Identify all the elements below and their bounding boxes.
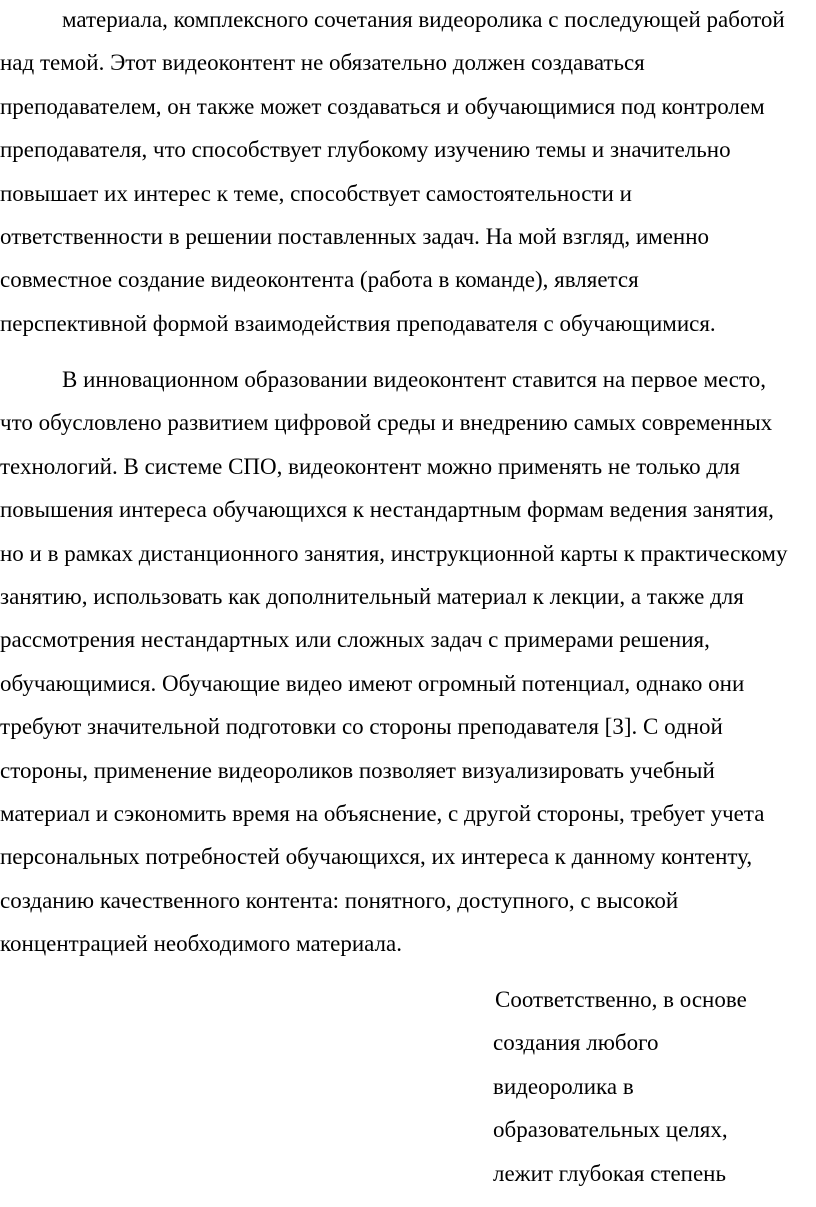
text-line: образовательных целях,	[493, 1117, 728, 1143]
text-line: занятию, использовать как дополнительный материал к лекции, а также для	[0, 583, 744, 609]
text-line: стороны, применение видеороликов позволяет визуализировать учебный	[0, 757, 715, 783]
text-line: персональных потребностей обучающихся, их интереса к данному контенту,	[0, 844, 753, 870]
text-line: материал и сэкономить время на объяснение, с другой стороны, требует учета	[0, 800, 765, 826]
text-line: перспективной формой взаимодействия преподавателя с обучающимися.	[0, 310, 716, 336]
paragraph-2	[0, 358, 787, 965]
text-line: Соответственно, в основе	[495, 987, 747, 1012]
text-line: концентрацией необходимого материала.	[0, 931, 402, 957]
text-line: что обусловлено развитием цифровой среды и внедрению самых современных	[0, 410, 773, 436]
text-line: материала, комплексного сочетания видеоролика с последующей работой	[62, 7, 785, 32]
text-line: преподавателем, он также может создаваться и обучающимися под контролем	[0, 93, 765, 119]
text-line: совместное создание видеоконтента (работа в команде), является	[0, 267, 639, 293]
text-line: требуют значительной подготовки со стороны преподавателя [3]. С одной	[0, 714, 723, 740]
paragraph-3	[493, 978, 747, 1195]
text-line: В инновационном образовании видеоконтент ставится на первое место,	[62, 367, 767, 392]
text-line: повышает их интерес к теме, способствует самостоятельности и	[0, 180, 632, 206]
text-line: но и в рамках дистанционного занятия, инструкционной карты к практическому	[0, 540, 788, 566]
text-line: повышения интереса обучающихся к нестандартным формам ведения занятия,	[0, 497, 774, 523]
text-line: над темой. Этот видеоконтент не обязательно должен создаваться	[0, 50, 645, 76]
text-line: лежит глубокая степень	[493, 1160, 726, 1186]
paragraph-1	[0, 0, 785, 345]
text-line: технологий. В системе СПО, видеоконтент можно применять не только для	[0, 453, 741, 479]
text-line: ответственности в решении поставленных задач. На мой взгляд, именно	[0, 223, 710, 249]
text-line: созданию качественного контента: понятного, доступного, с высокой	[0, 887, 679, 913]
text-line: обучающимися. Обучающие видео имеют огромный потенциал, однако они	[0, 670, 745, 696]
text-line: рассмотрения нестандартных или сложных задач с примерами решения,	[0, 627, 710, 653]
text-line: преподавателя, что способствует глубокому изучению темы и значительно	[0, 137, 731, 163]
text-line: создания любого	[493, 1030, 659, 1056]
text-line: видеоролика в	[493, 1073, 634, 1099]
